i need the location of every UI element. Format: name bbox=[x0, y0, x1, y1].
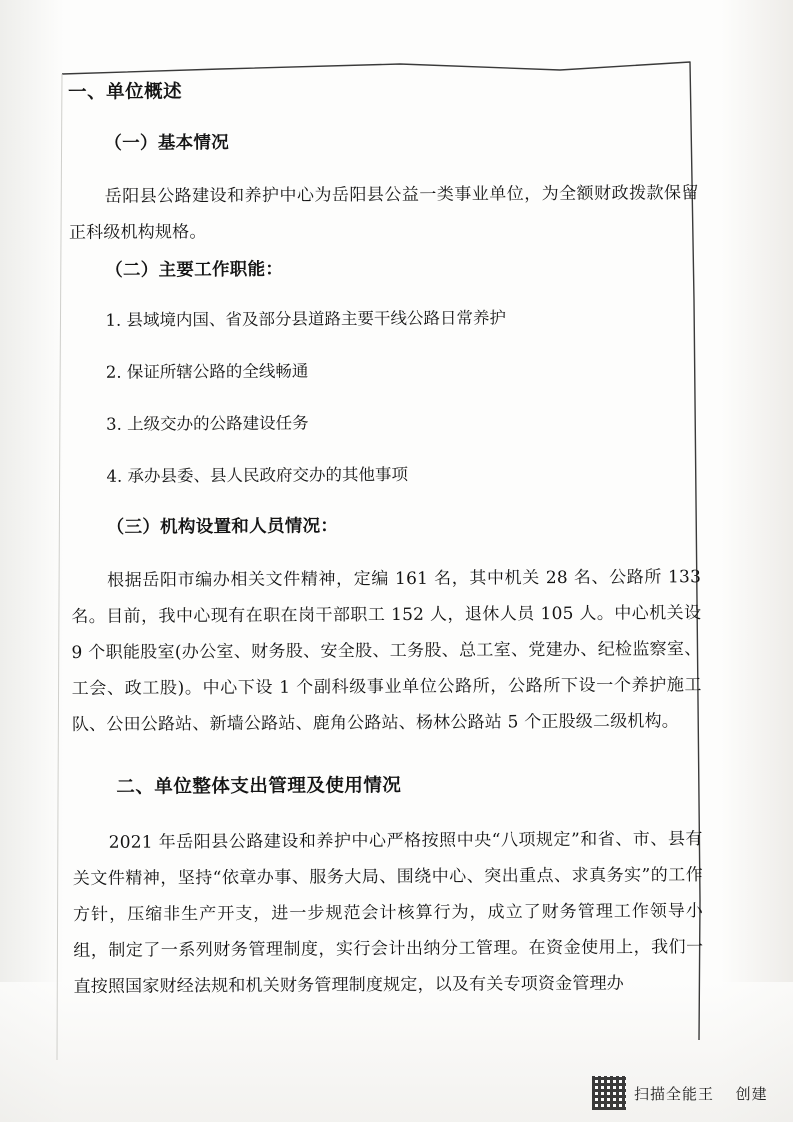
subsection-heading-basic-info: （一）基本情况 bbox=[104, 133, 230, 154]
scan-edge-shadow-right bbox=[721, 0, 793, 1122]
qr-code-icon bbox=[592, 1076, 626, 1110]
section-heading-2: 二、单位整体支出管理及使用情况 bbox=[116, 774, 402, 798]
section-heading-1: 一、单位概述 bbox=[68, 81, 183, 103]
scan-app-watermark bbox=[592, 1076, 768, 1110]
paragraph-basic-info: 岳阳县公路建设和养护中心为岳阳县公益一类事业单位，为全额财政拨款保留正科级机构规格。 bbox=[68, 183, 699, 243]
paragraph-org-staffing: 根据岳阳市编办相关文件精神，定编 161 名，其中机关 28 名、公路所 133 名。目前，我中心现有在职在岗干部职工 152 人，退休人员 105 人。中心机关设 9 个职能股室(办公室、财务股、安全股、工务股、总工室、党建办、纪检监察室、工会、政工股)。中心下设 1 个副科级事业单位公路所，公路所下设一个养护施工队、公田公路站、新墙公路站、鹿角公路站、杨林公路站 5 个正股级二级机构。 bbox=[71, 567, 702, 735]
document-body bbox=[68, 74, 704, 1011]
scan-edge-shadow-left bbox=[0, 0, 64, 1122]
list-item: 1. 县域境内国、省及部分县道路主要干线公路日常养护 bbox=[105, 308, 507, 330]
paragraph-expenditure-management: 2021 年岳阳县公路建设和养护中心严格按照中央“八项规定”和省、市、县有关文件精神，坚持“依章办事、服务大局、围绕中心、突出重点、求真务实”的工作方针，压缩非生产开支，进一步规范会计核算行为，成立了财务管理工作领导小组，制定了一系列财务管理制度，实行会计出纳分工管理。在资金使用上，我们一直按照国家财经法规和机关财务管理制度规定，以及有关专项资金管理办 bbox=[72, 829, 704, 997]
list-item: 2. 保证所辖公路的全线畅通 bbox=[105, 361, 309, 382]
watermark-action-label: 创建 bbox=[735, 1084, 768, 1103]
list-item: 3. 上级交办的公路建设任务 bbox=[106, 413, 309, 434]
subsection-heading-org-staffing: （三）机构设置和人员情况： bbox=[106, 516, 339, 538]
watermark-text bbox=[634, 1083, 768, 1104]
subsection-heading-main-duties: （二）主要工作职能： bbox=[105, 259, 284, 281]
list-item: 4. 承办县委、县人民政府交办的其他事项 bbox=[106, 464, 408, 486]
watermark-app-label: 扫描全能王 bbox=[634, 1084, 715, 1103]
